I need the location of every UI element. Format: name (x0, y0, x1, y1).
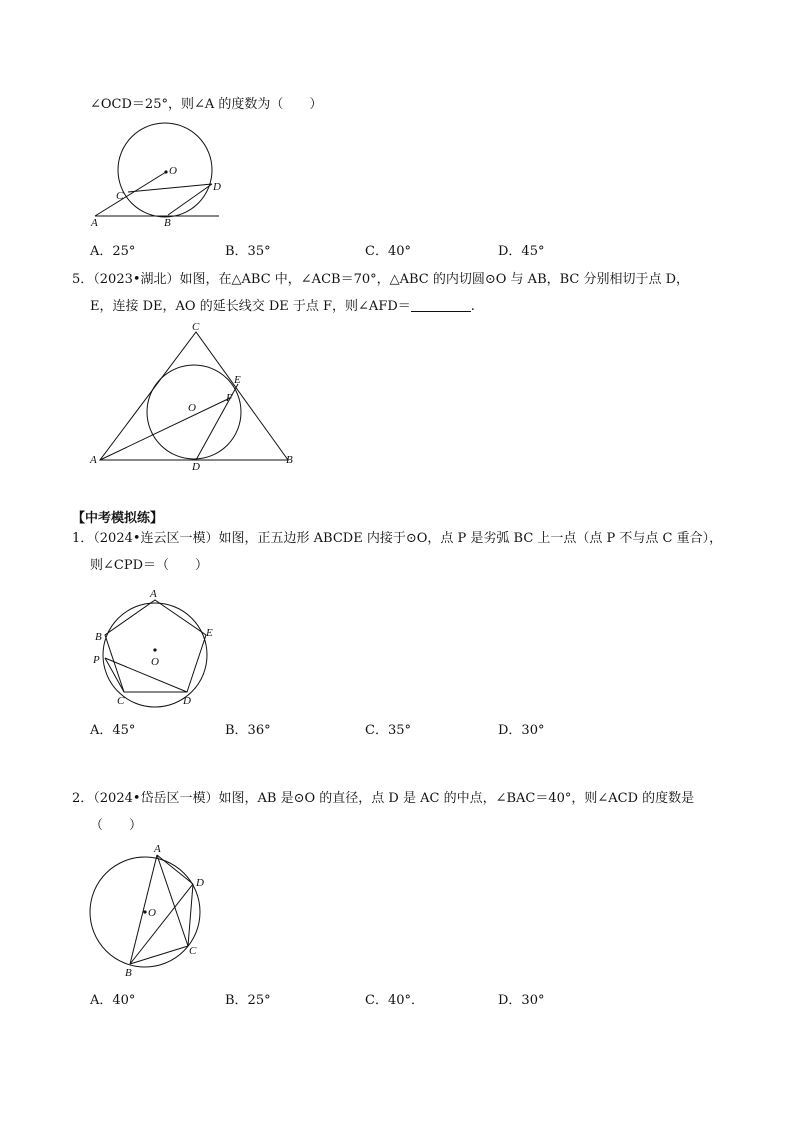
q4-option-b[interactable]: B．35° (225, 244, 271, 259)
q5-label-E: E (234, 374, 241, 386)
q5-stem-line2 (90, 299, 475, 315)
q5-stem-line2-end: . (470, 299, 475, 314)
m1-label-B: B (95, 631, 102, 643)
q5-label-C: C (192, 321, 200, 333)
m1-option-d[interactable]: D．30° (498, 723, 545, 738)
q4-option-d[interactable]: D．45° (498, 244, 545, 259)
answer-blank[interactable] (411, 299, 471, 312)
m2-option-d[interactable]: D．30° (498, 993, 545, 1008)
m2-label-O: O (148, 907, 156, 919)
q5-stem-line1: 5．（2023•湖北）如图，在△ABC 中，∠ACB＝70°，△ABC 的内切圆⊙O 与 AB，BC 分别相切于点 D， (72, 272, 690, 287)
q4-label-O: O (169, 165, 177, 177)
m1-option-b[interactable]: B．36° (225, 723, 271, 738)
m2-label-C: C (189, 945, 197, 957)
section-heading: 【中考模拟练】 (72, 511, 164, 526)
m2-label-B: B (125, 967, 132, 979)
m1-label-E: E (206, 627, 213, 639)
q5-label-O: O (188, 402, 196, 414)
q4-option-a[interactable]: A．25° (90, 244, 136, 259)
m2-label-D: D (196, 877, 204, 889)
m2-figure (85, 840, 215, 980)
q4-label-D: D (213, 181, 221, 193)
m2-option-a[interactable]: A．40° (90, 993, 136, 1008)
m1-stem-line1: 1．（2024•连云区一模）如图，正五边形 ABCDE 内接于⊙O，点 P 是劣弧 BC 上一点（点 P 不与点 C 重合）， (72, 531, 723, 546)
m2-option-c[interactable]: C．40°． (365, 993, 424, 1008)
q4-stem: ∠OCD＝25°，则∠A 的度数为（ ） (90, 97, 323, 112)
m1-option-c[interactable]: C．35° (365, 723, 411, 738)
m1-label-A: A (150, 588, 157, 600)
m1-label-P: P (93, 654, 100, 666)
q5-label-B: B (286, 454, 293, 466)
m1-label-D: D (183, 695, 191, 707)
q5-label-D: D (192, 461, 200, 473)
q5-label-F: F (226, 392, 233, 404)
q4-label-C: C (116, 190, 124, 202)
m1-option-a[interactable]: A．45° (90, 723, 136, 738)
q4-figure (85, 120, 225, 230)
q4-label-B: B (164, 217, 171, 229)
q5-stem-line2-text: E，连接 DE，AO 的延长线交 DE 于点 F，则∠AFD＝ (90, 299, 411, 314)
m2-stem-line1: 2．（2024•岱岳区一模）如图，AB 是⊙O 的直径，点 D 是 AC 的中点，∠BAC＝40°，则∠ACD 的度数是 (72, 791, 695, 806)
m1-label-O: O (151, 656, 159, 668)
m1-stem-line2: 则∠CPD＝（ ） (90, 558, 209, 573)
m1-label-C: C (117, 695, 125, 707)
m2-option-b[interactable]: B．25° (225, 993, 271, 1008)
q5-label-A: A (90, 454, 97, 466)
q5-figure (88, 320, 303, 472)
q4-option-c[interactable]: C．40° (365, 244, 411, 259)
q4-label-A: A (91, 217, 98, 229)
m1-figure (88, 585, 223, 710)
m2-stem-line2: （ ） (90, 818, 143, 833)
m2-label-A: A (154, 843, 161, 855)
